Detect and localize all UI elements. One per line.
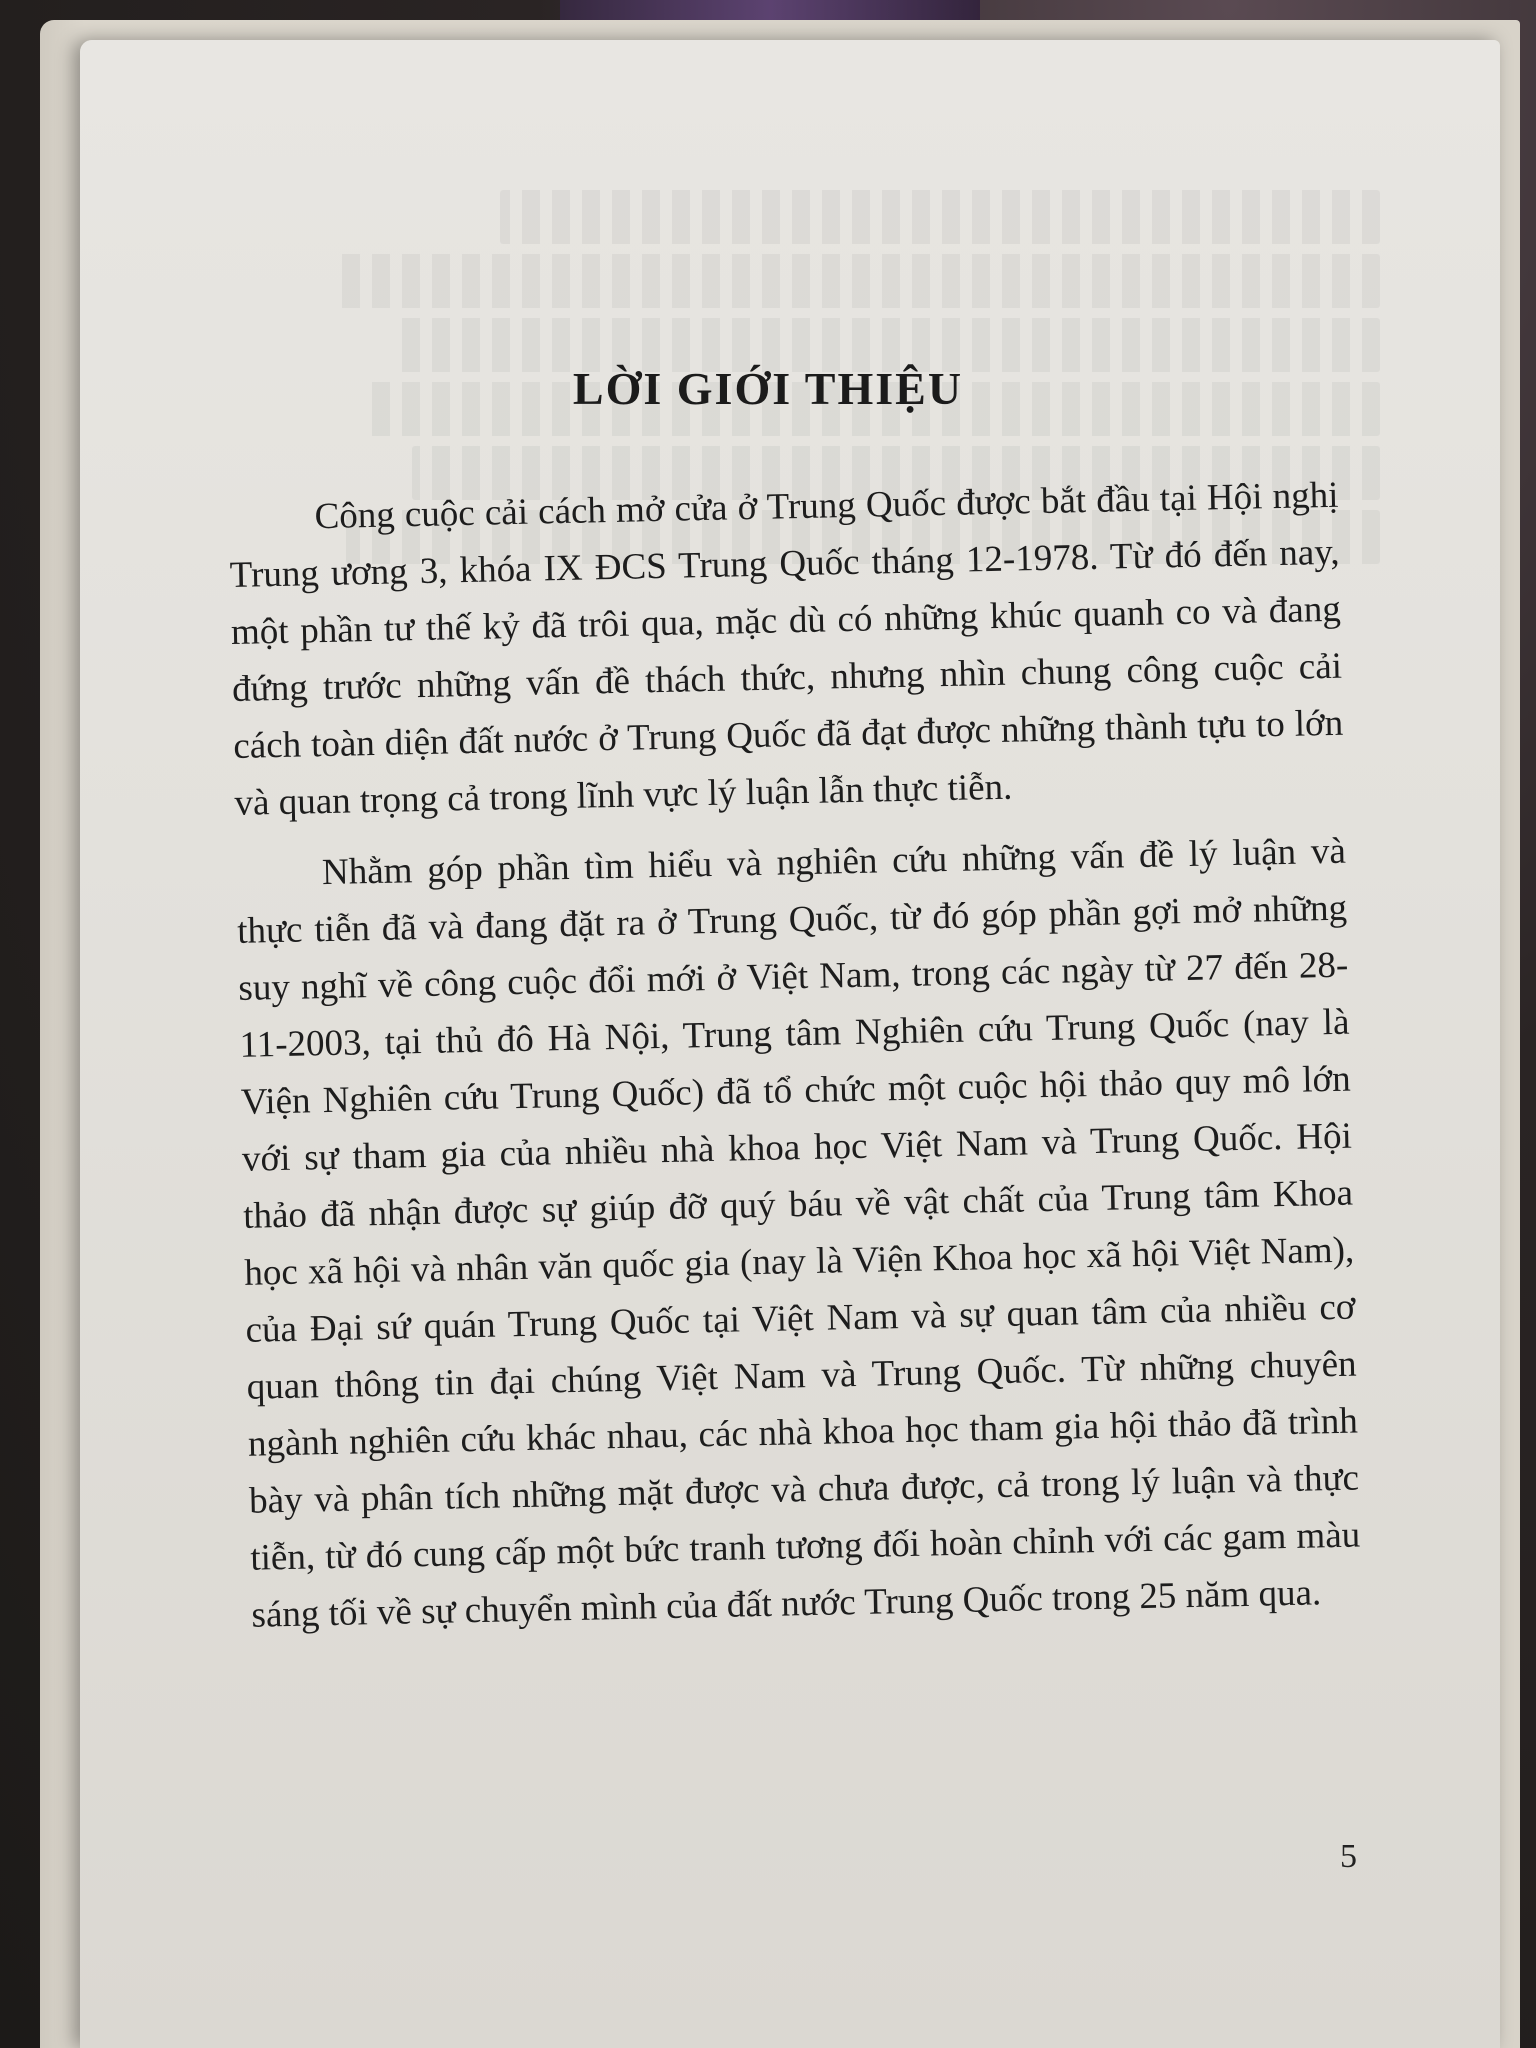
body-text [228,467,1362,1658]
paragraph: Nhằm góp phần tìm hiểu và nghiên cứu những vấn đề lý luận và thực tiễn đã và đang đặt ra ở Trung Quốc, từ đó góp phần gợi mở những suy nghĩ về công cuộc đổi mới ở Việt Nam, trong các ngày từ 27 đến 28-11-2003, tại thủ đô Hà Nội, Trung tâm Nghiên cứu Trung Quốc (nay là Viện Nghiên cứu Trung Quốc) đã tổ chức một cuộc hội thảo quy mô lớn với sự tham gia của nhiều nhà khoa học Việt Nam và Trung Quốc. Hội thảo đã nhận được sự giúp đỡ quý báu về vật chất của Trung tâm Khoa học xã hội và nhân văn quốc gia (nay là Viện Khoa học xã hội Việt Nam), của Đại sứ quán Trung Quốc tại Việt Nam và sự quan tâm của nhiều cơ quan thông tin đại chúng Việt Nam và Trung Quốc. Từ những chuyên ngành nghiên cứu khác nhau, các nhà khoa học tham gia hội thảo đã trình bày và phân tích những mặt được và chưa được, cả trong lý luận và thực tiễn, từ đó cung cấp một bức tranh tương đối hoàn chỉnh với các gam màu sáng tối về sự chuyển mình của đất nước Trung Quốc trong 25 năm qua. [236,830,1361,1636]
page-number: 5 [1340,1838,1357,1875]
paragraph: Công cuộc cải cách mở cửa ở Trung Quốc được bắt đầu tại Hội nghị Trung ương 3, khóa IX ĐCS Trung Quốc tháng 12-1978. Từ đó đến nay, một phần tư thế kỷ đã trôi qua, mặc dù có những khúc quanh co và đang đứng trước những vấn đề thách thức, nhưng nhìn chung công cuộc cải cách toàn diện đất nước ở Trung Quốc đã đạt được những thành tựu to lớn và quan trọng cả trong lĩnh vực lý luận lẫn thực tiễn. [229,474,1344,824]
page-title: LỜI GIỚI THIỆU [572,363,964,414]
